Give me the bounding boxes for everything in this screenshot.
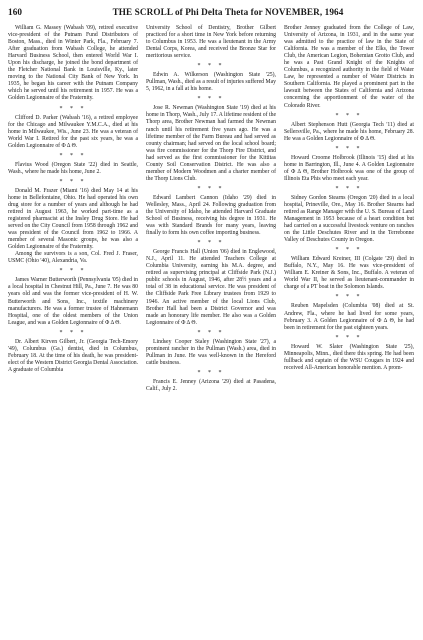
entry-separator: * * * — [59, 178, 87, 185]
entry-separator: * * * — [197, 185, 225, 192]
obituary-paragraph: Howard Croome Holbrook (Illinois '15) died at his home in Barrington, Ill., June 4. A Golden Legionnaire of Φ Δ Θ, Brother Holbrook was one of the group of Illinois Eta Phis who meet each year. — [284, 154, 414, 182]
running-head — [8, 7, 414, 23]
entry-separator: * * * — [335, 247, 363, 254]
obituary-paragraph: Reuben Mapelsden (Columbia '08) died at St. Andrew, Fla., where he had lived for some years, February 3. A Golden Legionnaire of Φ Δ Θ, he had been in retirement for the past eighteen years. — [284, 303, 414, 331]
obituary-paragraph: Lindsey Cooper Staley (Washington State '27), a prominent rancher in the Pullman (Wash.) area, died in Pullman in June. He was well-known in the Hereford cattle business. — [146, 338, 276, 366]
text-columns — [8, 25, 414, 393]
obituary-paragraph: William Edward Kreiner, III (Colgate '29) died in Buffalo, N.Y., May 16. He was vice-president of William E. Kreiner & Sons, Inc., Buffalo. A veteran of World War II, he served as lieutenant-commander in charge of a PT boat in the Solomon Islands. — [284, 256, 414, 291]
obituary-paragraph: Edward Lambert Cannon (Idaho '29) died in Wellesley, Mass., April 24. Following graduation from the University of Idaho, he attended Harvard Graduate School of Business, receiving his degree in 1931. He was with Standard Brands for many years, leaving finally to form his own coffee importing business. — [146, 194, 276, 237]
obituary-paragraph: Among the survivors is a son, Col. Fred J. Fraser, USMC (Ohio '40), Alexandria, Va. — [8, 251, 138, 265]
obituary-paragraph: Jose R. Newman (Washington State '19) died at his home in Thorp, Wash., July 17. A lifetime resident of the Thorp area, Brother Newman had farmed the Newman ranch until his retirement five years ago. He was a lifetime member of the Farm Bureau and had served as county chairman; had served on the local school board; was fire commissioner for the Thorp Fire District, and had served as the first commissioner for the Kittitas County Soil Conservation District. He was also a member of Modern Woodmen and a charter member of the Thorp Lions Club. — [146, 105, 276, 182]
entry-separator: * * * — [59, 329, 87, 336]
obituary-paragraph: Clifford D. Parker (Wabash '16), a retired employee for the Chicago and Milwaukee Y.M.C.A., died at his home in Milwaukee, Wis., June 23. He was a veteran of World War I. Retired for the past six years, he was a Golden Legionnaire of Φ Δ Θ. — [8, 114, 138, 149]
entry-separator: * * * — [197, 369, 225, 376]
obituary-paragraph: James Warner Butterworth (Pennsylvania '05) died in a local hospital in Chestnut Hill, Pa., June 7. He was 80 years old and was the former vice-president of H. W. Butterworth and Sons, Inc., textile machinery manufacturers. He was a former trustee of Hahnemann Hospital, one of the oldest members of the Union League, and was a Golden Legionnaire of Φ Δ Θ. — [8, 277, 138, 326]
entry-separator: * * * — [59, 268, 87, 275]
text-column-2 — [146, 25, 276, 393]
page-number: 160 — [8, 7, 23, 17]
obituary-paragraph: University School of Dentistry, Brother Gilbert practiced for a short time in New York before returning to Columbus in 1953. He was a lieutenant in the Army Dental Corps, Korea, and received the Bronze Star for meritorious service. — [146, 25, 276, 60]
entry-separator: * * * — [59, 152, 87, 159]
obituary-paragraph: Flavius Wood (Oregon State '22) died in Seattle, Wash., where he made his home, June 2. — [8, 161, 138, 175]
entry-separator: * * * — [59, 105, 87, 112]
obituary-paragraph: Edwin A. Wilkerson (Washington State '25), Pullman, Wash., died as a result of injuries suffered May 5, 1962, in a fall at his home. — [146, 72, 276, 93]
running-head-title: THE SCROLL of Phi Delta Theta for NOVEMBER, 1964 — [112, 7, 344, 17]
obituary-paragraph: Francis E. Jenney (Arizona '29) died at Pasadena, Calif., July 2. — [146, 378, 276, 392]
obituary-paragraph: Brother Jenney graduated from the College of Law, University of Arizona, in 1931, and in the same year was admitted to the practice of law in the State of California. He was a member of the Elks, the Tower Club, the American Legion, Bohemian Grotto Club, and he was a Past Grand Knight of the Knights of Columbus, a recognized authority in the field of Water Law, he represented a number of Water Districts in Southern California. He played a prominent part in the lawsuit between the States of California and Arizona concerning the apportionment of the water of the Colorado River. — [284, 25, 414, 109]
entry-separator: * * * — [197, 240, 225, 247]
obituary-paragraph: Donald M. Frazer (Miami '16) died May 14 at his home in Bellefontaine, Ohio. He had operated his own drug store for a number of years and although he had retired in August 1963, he worked part-time as a registered pharmacist at the Insley Drug Store. He had served on the City Council from 1958 through 1962 and was president of the Council from 1962 to 1966. A member of several Masonic groups, he was also a Golden Legionnaire of the Fraternity. — [8, 187, 138, 251]
obituary-paragraph: Albert Stephenson Hutt (Georgia Tech '11) died at Sellersville, Pa., where he made his home, February 28. He was a Golden Legionnaire of Φ Δ Θ. — [284, 121, 414, 142]
obituary-paragraph: William G. Massey (Wabash '09), retired executive vice-president of the Putnam Fund Distributors of Boston, Mass., died in Winter Park, Fla., February 7. After graduation from Wabash College, he attended Harvard Business School, then entered World War I. Upon his discharge, he joined the bond department of the Fletcher National Bank in Louisville, Ky., later moving to the National City Bank of New York. In 1935, he began his career with the Putnam Company which he served until his retirement in 1957. He was a Golden Legionnaire of the Fraternity. — [8, 25, 138, 102]
obituary-paragraph: George Francis Hall (Union '06) died in Englewood, N.J., April 11. He attended Teachers College at Columbia University, earning his M.A. degree, and retired as supervising principal at Cliffside Park (N.J.) public schools in August, 1946, after 28½ years and a total of 38 in educational service. He was president of the Cliffside Park Free Library trustees from 1929 to 1946. An active member of the local Lions Club, Brother Hall had been a District Governor and was made an honorary life member. He also was a Golden Legionnaire of Φ Δ Θ. — [146, 249, 276, 326]
obituary-paragraph: Sidney Gordon Stearns (Oregon '20) died in a local hospital, Prineville, Ore., May 16. Brother Stearns had retired as Range Manager with the U. S. Bureau of Land Management in 1953 because of a heart condition but had carried on a successful livestock venture on ranches on the Little Deschutes River and in the Terrebonne Valley of Deschutes County in Oregon. — [284, 194, 414, 244]
entry-separator: * * * — [197, 96, 225, 103]
entry-separator: * * * — [335, 185, 363, 192]
text-column-3 — [284, 25, 414, 393]
text-column-1 — [8, 25, 138, 393]
entry-separator: * * * — [335, 112, 363, 119]
obituary-paragraph: Howard W. Slater (Washington State '25), Minneapolis, Minn., died there this spring. He had been fullback and captain of the WSU Cougars in 1924 and received All-American honorable mention. A prom- — [284, 343, 414, 371]
entry-separator: * * * — [335, 145, 363, 152]
entry-separator: * * * — [197, 329, 225, 336]
obituary-paragraph: Dr. Albert Kirven Gilbert, Jr. (Georgia Tech-Emory '49), Columbus (Ga.) dentist, died in Columbus, February 18. At the time of his death, he was president-elect of the Western District Georgia Dental Association. A graduate of Columbia — [8, 338, 138, 373]
entry-separator: * * * — [335, 294, 363, 301]
entry-separator: * * * — [335, 334, 363, 341]
entry-separator: * * * — [197, 63, 225, 70]
